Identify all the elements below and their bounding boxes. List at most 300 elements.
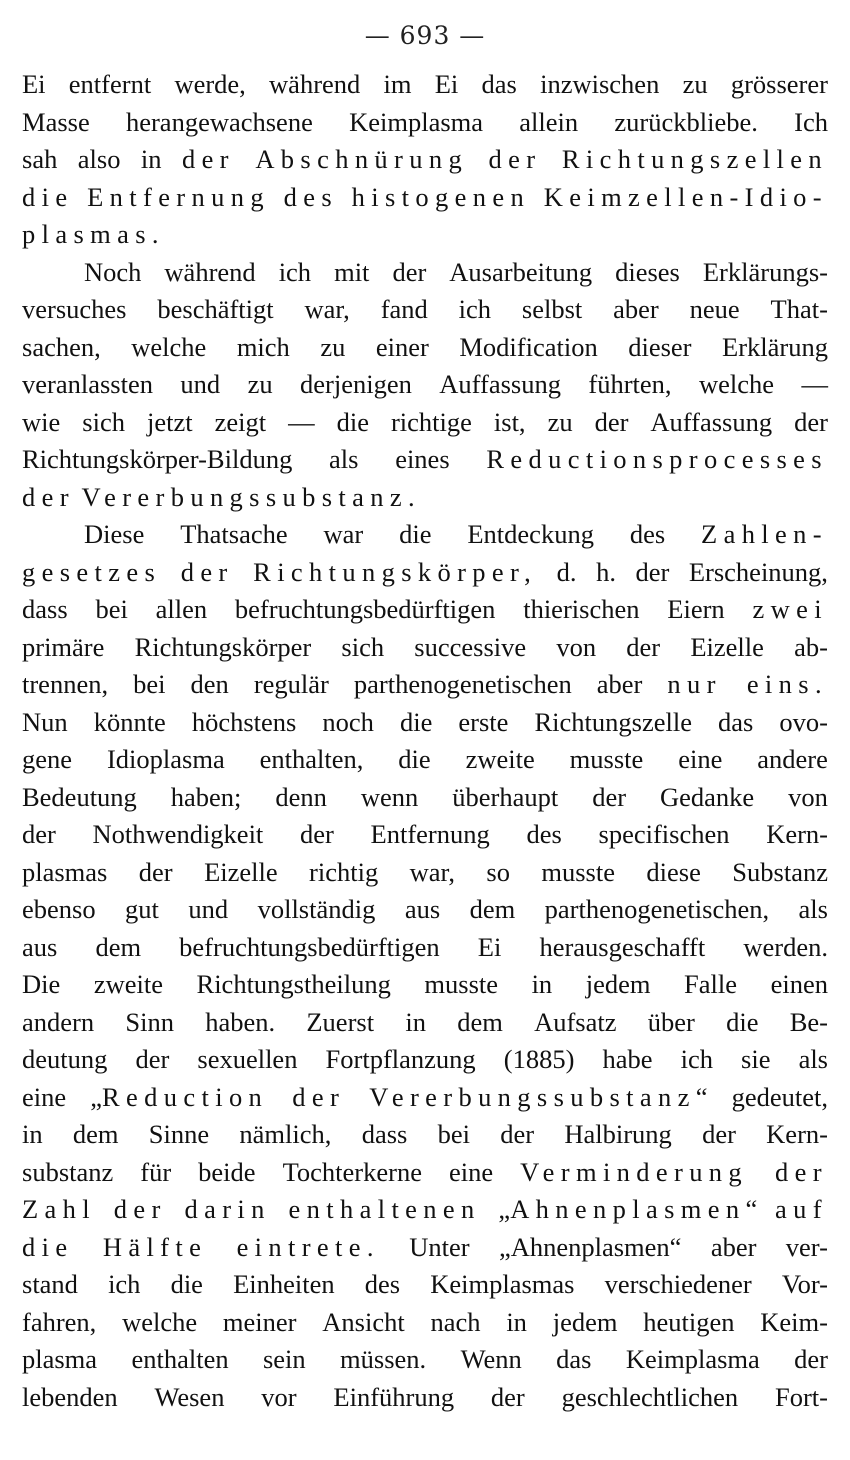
word: Unter: [409, 1231, 470, 1262]
text-line: [22, 629, 828, 667]
word: zu: [247, 369, 273, 399]
word: inzwischen: [540, 69, 660, 99]
word: Entdeckung: [467, 519, 594, 549]
word: der: [113, 1194, 167, 1224]
word: lebenden: [22, 1381, 118, 1412]
word: Noch: [84, 256, 142, 287]
text-line: [22, 1191, 828, 1229]
word: allen: [155, 594, 208, 624]
text-line: [22, 366, 828, 404]
word: Diese: [84, 519, 145, 549]
word: d.: [556, 556, 577, 587]
word: die: [398, 744, 431, 774]
word: befruchtungsbedürftigen: [234, 594, 496, 624]
word: in: [531, 969, 553, 999]
word: ab-: [794, 631, 828, 662]
word: aber: [596, 669, 643, 699]
word: eines: [395, 444, 450, 474]
word: habe: [602, 1044, 653, 1074]
word: plasma: [22, 1344, 98, 1374]
word: andern: [22, 1006, 95, 1037]
word: Sinne: [148, 1119, 210, 1149]
word: zeigt: [214, 406, 267, 437]
word: könnte: [93, 706, 166, 737]
word: Aufsatz: [534, 1006, 617, 1037]
text-line: [22, 141, 828, 179]
word: sie: [741, 1044, 771, 1074]
word: der: [292, 1081, 346, 1112]
word: gesetzes: [22, 556, 162, 587]
word: specifischen: [598, 819, 730, 849]
word: musste: [424, 969, 499, 999]
word: während: [164, 256, 256, 287]
text-line: [22, 1079, 828, 1117]
word: Substanz: [732, 856, 828, 887]
word: dieses: [615, 256, 680, 287]
text-line: [22, 704, 828, 742]
word: beide: [198, 1156, 256, 1187]
word: der: [488, 144, 542, 174]
word: die: [399, 706, 433, 737]
word: parthenogenetischen,: [544, 894, 770, 924]
word: sich: [341, 631, 385, 662]
word: dass: [22, 594, 68, 624]
word: Fort-: [774, 1381, 828, 1412]
word: gene: [22, 744, 73, 774]
word: —: [801, 369, 828, 399]
word: Eizelle: [690, 631, 764, 662]
word: das: [481, 69, 517, 99]
word: des: [526, 819, 562, 849]
word: als: [798, 894, 828, 924]
word: der: [592, 781, 627, 812]
word: sah: [22, 144, 58, 174]
word: wie: [22, 406, 61, 437]
word: so: [486, 856, 510, 887]
word: werde,: [174, 69, 246, 99]
word: enthalten,: [259, 744, 364, 774]
word: die: [170, 1269, 203, 1299]
word: aus: [22, 931, 58, 962]
word: des: [629, 519, 666, 549]
word: Zahl: [22, 1194, 97, 1224]
text-line: [22, 554, 828, 592]
word: haben.: [205, 1006, 276, 1037]
body-text: [22, 66, 828, 1416]
word: Hälfte: [102, 1231, 208, 1262]
word: die: [22, 1231, 74, 1262]
word: dem: [72, 1119, 119, 1149]
word: gut: [125, 894, 159, 924]
text-line: [22, 329, 828, 367]
word: von: [556, 631, 597, 662]
word: in: [140, 144, 162, 174]
word: und: [188, 894, 229, 924]
word: neue: [689, 294, 740, 324]
word: Keimplasma: [349, 106, 484, 137]
text-line: [22, 1266, 828, 1304]
word: Erklärung: [722, 331, 828, 362]
word: Entfernung: [87, 181, 270, 212]
word: plasmas.: [22, 219, 165, 249]
word: dass: [361, 1119, 408, 1149]
word: der: [138, 856, 173, 887]
word: einer: [375, 331, 429, 362]
word: Nothwendigkeit: [92, 819, 264, 849]
word: bei: [133, 669, 166, 699]
text-line: [22, 741, 828, 779]
word: nach: [430, 1306, 481, 1337]
word: parthenogenetischen: [353, 669, 572, 699]
word: der: [22, 481, 75, 512]
word: führten,: [588, 369, 672, 399]
word: dem: [469, 894, 516, 924]
word: bei: [95, 594, 128, 624]
word: plasmas: [22, 856, 108, 887]
word: jetzt: [146, 406, 193, 437]
word: als: [798, 1044, 828, 1074]
word: jedem: [552, 1306, 618, 1337]
word: welche: [122, 1306, 198, 1337]
word: vollständig: [257, 894, 376, 924]
word: Vererbungssubstanz“: [369, 1081, 708, 1112]
word: mit: [334, 256, 370, 287]
word: geschlechtlichen: [561, 1381, 739, 1412]
word: zu: [320, 331, 346, 362]
word: des: [364, 1269, 401, 1299]
word: Keim-: [760, 1306, 828, 1337]
word: Eiern: [667, 594, 725, 624]
text-line: [22, 254, 828, 292]
word: der: [794, 1344, 828, 1374]
word: war,: [304, 294, 350, 324]
word: den: [190, 669, 229, 699]
word: gedeutet,: [731, 1081, 828, 1112]
word: allein: [519, 106, 579, 137]
word: „Ahnenplasmen“: [498, 1194, 758, 1224]
word: heutigen: [643, 1306, 735, 1337]
word: richtige: [390, 406, 472, 437]
word: der: [300, 819, 334, 849]
word: die: [336, 406, 369, 437]
word: von: [788, 781, 828, 812]
word: die: [726, 1006, 759, 1037]
word: zu: [682, 69, 708, 99]
text-line: [22, 816, 828, 854]
word: nur: [667, 669, 722, 699]
text-line: [22, 1154, 828, 1192]
word: fahren,: [22, 1306, 97, 1337]
word: (1885): [503, 1044, 575, 1074]
word: successive: [414, 631, 527, 662]
word: diese: [646, 856, 701, 887]
word: wenn: [360, 781, 419, 812]
word: dem: [95, 931, 142, 962]
word: werden.: [743, 931, 828, 962]
word: ich: [278, 256, 312, 287]
word: der: [22, 819, 56, 849]
word: deutung: [22, 1044, 108, 1074]
word: Tochterkerne: [282, 1156, 422, 1187]
word: Richtungskörper-Bildung: [22, 444, 293, 474]
text-line: [22, 1229, 828, 1267]
word: der: [775, 1156, 828, 1187]
word: Richtungstheilung: [196, 969, 391, 999]
word: sein: [262, 1344, 306, 1374]
word: „Ahnenplasmen“: [498, 1231, 682, 1262]
text-line: [22, 516, 828, 554]
word: Kern-: [766, 819, 828, 849]
word: war,: [409, 856, 455, 887]
word: zurückbliebe.: [614, 106, 758, 137]
word: ich: [680, 1044, 713, 1074]
text-line: [22, 1304, 828, 1342]
word: Wesen: [154, 1381, 225, 1412]
word: —: [288, 406, 315, 437]
text-line: [22, 929, 828, 967]
word: der: [490, 1381, 525, 1412]
text-line: [22, 104, 828, 142]
text-line: [22, 216, 828, 254]
word: verschiedener: [604, 1269, 752, 1299]
word: substanz: [22, 1156, 114, 1187]
text-line: [22, 854, 828, 892]
word: müssen.: [340, 1344, 427, 1374]
word: aus: [404, 894, 441, 924]
text-line: [22, 1004, 828, 1042]
word: der: [180, 556, 234, 587]
word: musste: [541, 856, 615, 887]
word: Nun: [22, 706, 68, 737]
word: ver-: [785, 1231, 828, 1262]
word: eins.: [746, 669, 828, 699]
text-line: [22, 779, 828, 817]
word: war: [323, 519, 364, 549]
text-line: [22, 591, 828, 629]
word: Auffassung: [439, 369, 561, 399]
word: zwei: [752, 594, 828, 624]
word: veranlassten: [22, 369, 153, 399]
word: h.: [596, 556, 616, 587]
text-line: [22, 479, 828, 517]
word: sexuellen: [197, 1044, 298, 1074]
word: haben;: [170, 781, 242, 812]
word: Falle: [684, 969, 738, 999]
word: denn: [275, 781, 327, 812]
word: höchstens: [191, 706, 297, 737]
word: sachen,: [22, 331, 101, 362]
word: im: [383, 69, 412, 99]
word: zweite: [465, 744, 535, 774]
word: enthalten: [131, 1344, 229, 1374]
word: fand: [380, 294, 428, 324]
word: meiner: [222, 1306, 297, 1337]
word: Gedanke: [660, 781, 755, 812]
word: Kern-: [766, 1119, 828, 1149]
word: das: [718, 706, 754, 737]
word: versuches: [22, 294, 127, 324]
word: dem: [457, 1006, 503, 1037]
word: befruchtungsbedürftigen: [179, 931, 440, 962]
word: richtig: [309, 856, 379, 887]
word: der: [135, 1044, 170, 1074]
word: Zahlen-: [701, 519, 828, 549]
word: selbst: [521, 294, 583, 324]
word: Richtungszelle: [534, 706, 692, 737]
word: Modification: [459, 331, 598, 362]
word: ist,: [493, 406, 526, 437]
word: welche: [131, 331, 207, 362]
word: über: [647, 1006, 695, 1037]
word: Wenn: [460, 1344, 522, 1374]
word: ebenso: [22, 894, 96, 924]
word: Ei: [477, 931, 502, 962]
word: und: [180, 369, 221, 399]
word: der: [594, 406, 629, 437]
word: in: [506, 1306, 527, 1337]
word: Ei: [22, 69, 46, 99]
word: eintrete.: [236, 1231, 380, 1262]
word: des: [283, 181, 338, 212]
word: welche: [698, 369, 775, 399]
word: in: [405, 1006, 426, 1037]
text-line: [22, 1341, 828, 1379]
word: während: [269, 69, 361, 99]
word: Masse: [22, 106, 90, 137]
word: Be-: [789, 1006, 828, 1037]
word: andere: [757, 744, 828, 774]
text-line: [22, 666, 828, 704]
word: überhaupt: [452, 781, 559, 812]
word: eine: [448, 1156, 494, 1187]
word: vor: [261, 1381, 297, 1412]
text-line: [22, 441, 828, 479]
word: der: [181, 144, 235, 174]
word: der: [392, 256, 427, 287]
word: Einheiten: [233, 1269, 335, 1299]
word: Bedeutung: [22, 781, 137, 812]
word: Auffassung: [650, 406, 773, 437]
word: beschäftigt: [157, 294, 274, 324]
word: Keimplasmas: [430, 1269, 575, 1299]
word: Ei: [434, 69, 459, 99]
word: enthaltenen: [288, 1194, 481, 1224]
word: entfernt: [68, 69, 152, 99]
word: grösserer: [730, 69, 828, 99]
word: Idioplasma: [106, 744, 225, 774]
word: Eizelle: [204, 856, 278, 887]
word: Fortpflanzung: [325, 1044, 476, 1074]
word: als: [329, 444, 359, 474]
word: Keimplasma: [625, 1344, 760, 1374]
word: das: [556, 1344, 592, 1374]
word: erste: [458, 706, 509, 737]
word: Entfernung: [370, 819, 490, 849]
word: Richtungskörper: [134, 631, 312, 662]
text-line: [22, 1041, 828, 1079]
word: Zuerst: [306, 1006, 375, 1037]
word: sich: [82, 406, 125, 437]
word: Ausarbeitung: [449, 256, 593, 287]
word: Ansicht: [322, 1306, 405, 1337]
text-line: [22, 404, 828, 442]
word: regulär: [253, 669, 329, 699]
word: trennen,: [22, 669, 109, 699]
word: ich: [108, 1269, 141, 1299]
word: jedem: [585, 969, 651, 999]
text-line: [22, 1116, 828, 1154]
word: Thatsache: [180, 519, 288, 549]
text-line: [22, 891, 828, 929]
word: Halbirung: [564, 1119, 672, 1149]
word: histogenen: [351, 181, 531, 212]
text-line: [22, 179, 828, 217]
word: nämlich,: [239, 1119, 332, 1149]
word: auf: [775, 1194, 828, 1224]
word: der: [500, 1119, 535, 1149]
word: darin: [184, 1194, 271, 1224]
word: der: [702, 1119, 736, 1149]
word: in: [22, 1119, 43, 1149]
word: Erscheinung,: [688, 556, 828, 587]
word: Vor-: [781, 1269, 828, 1299]
word: Ich: [794, 106, 828, 137]
word: der: [626, 631, 661, 662]
word: Verminderung: [520, 1156, 749, 1187]
text-line: [22, 66, 828, 104]
word: die: [399, 519, 432, 549]
word: herausgeschafft: [539, 931, 706, 962]
word: Sinn: [125, 1006, 174, 1037]
word: mich: [236, 331, 290, 362]
word: „Reduction: [90, 1081, 269, 1112]
page-number: — 693 —: [364, 21, 486, 50]
word: die: [22, 181, 74, 212]
text-line: [22, 291, 828, 329]
word: herangewachsene: [125, 106, 313, 137]
word: aber: [613, 294, 659, 324]
word: also: [77, 144, 121, 174]
word: zweite: [93, 969, 163, 999]
word: derjenigen: [300, 369, 412, 399]
word: eine: [678, 744, 723, 774]
word: Richtungskörper,: [253, 556, 538, 587]
word: ovo-: [779, 706, 828, 737]
word: thierischen: [523, 594, 640, 624]
word: aber: [710, 1231, 757, 1262]
word: der: [635, 556, 670, 587]
text-line: [22, 1379, 828, 1417]
word: bei: [437, 1119, 470, 1149]
word: eine: [22, 1081, 67, 1112]
word: einen: [770, 969, 828, 999]
word: Einführung: [333, 1381, 455, 1412]
word: Richtungszellen: [561, 144, 828, 174]
word: dieser: [628, 331, 692, 362]
word: Keimzellen-Idio-: [543, 181, 828, 212]
word: Reductionsprocesses: [486, 444, 828, 474]
word: stand: [22, 1269, 78, 1299]
word: That-: [770, 294, 828, 324]
word: Die: [22, 969, 61, 999]
word: zu: [547, 406, 573, 437]
word: Erklärungs-: [702, 256, 828, 287]
word: für: [140, 1156, 172, 1187]
word: der: [794, 406, 828, 437]
word: ich: [458, 294, 492, 324]
word: noch: [322, 706, 374, 737]
word: primäre: [22, 631, 105, 662]
